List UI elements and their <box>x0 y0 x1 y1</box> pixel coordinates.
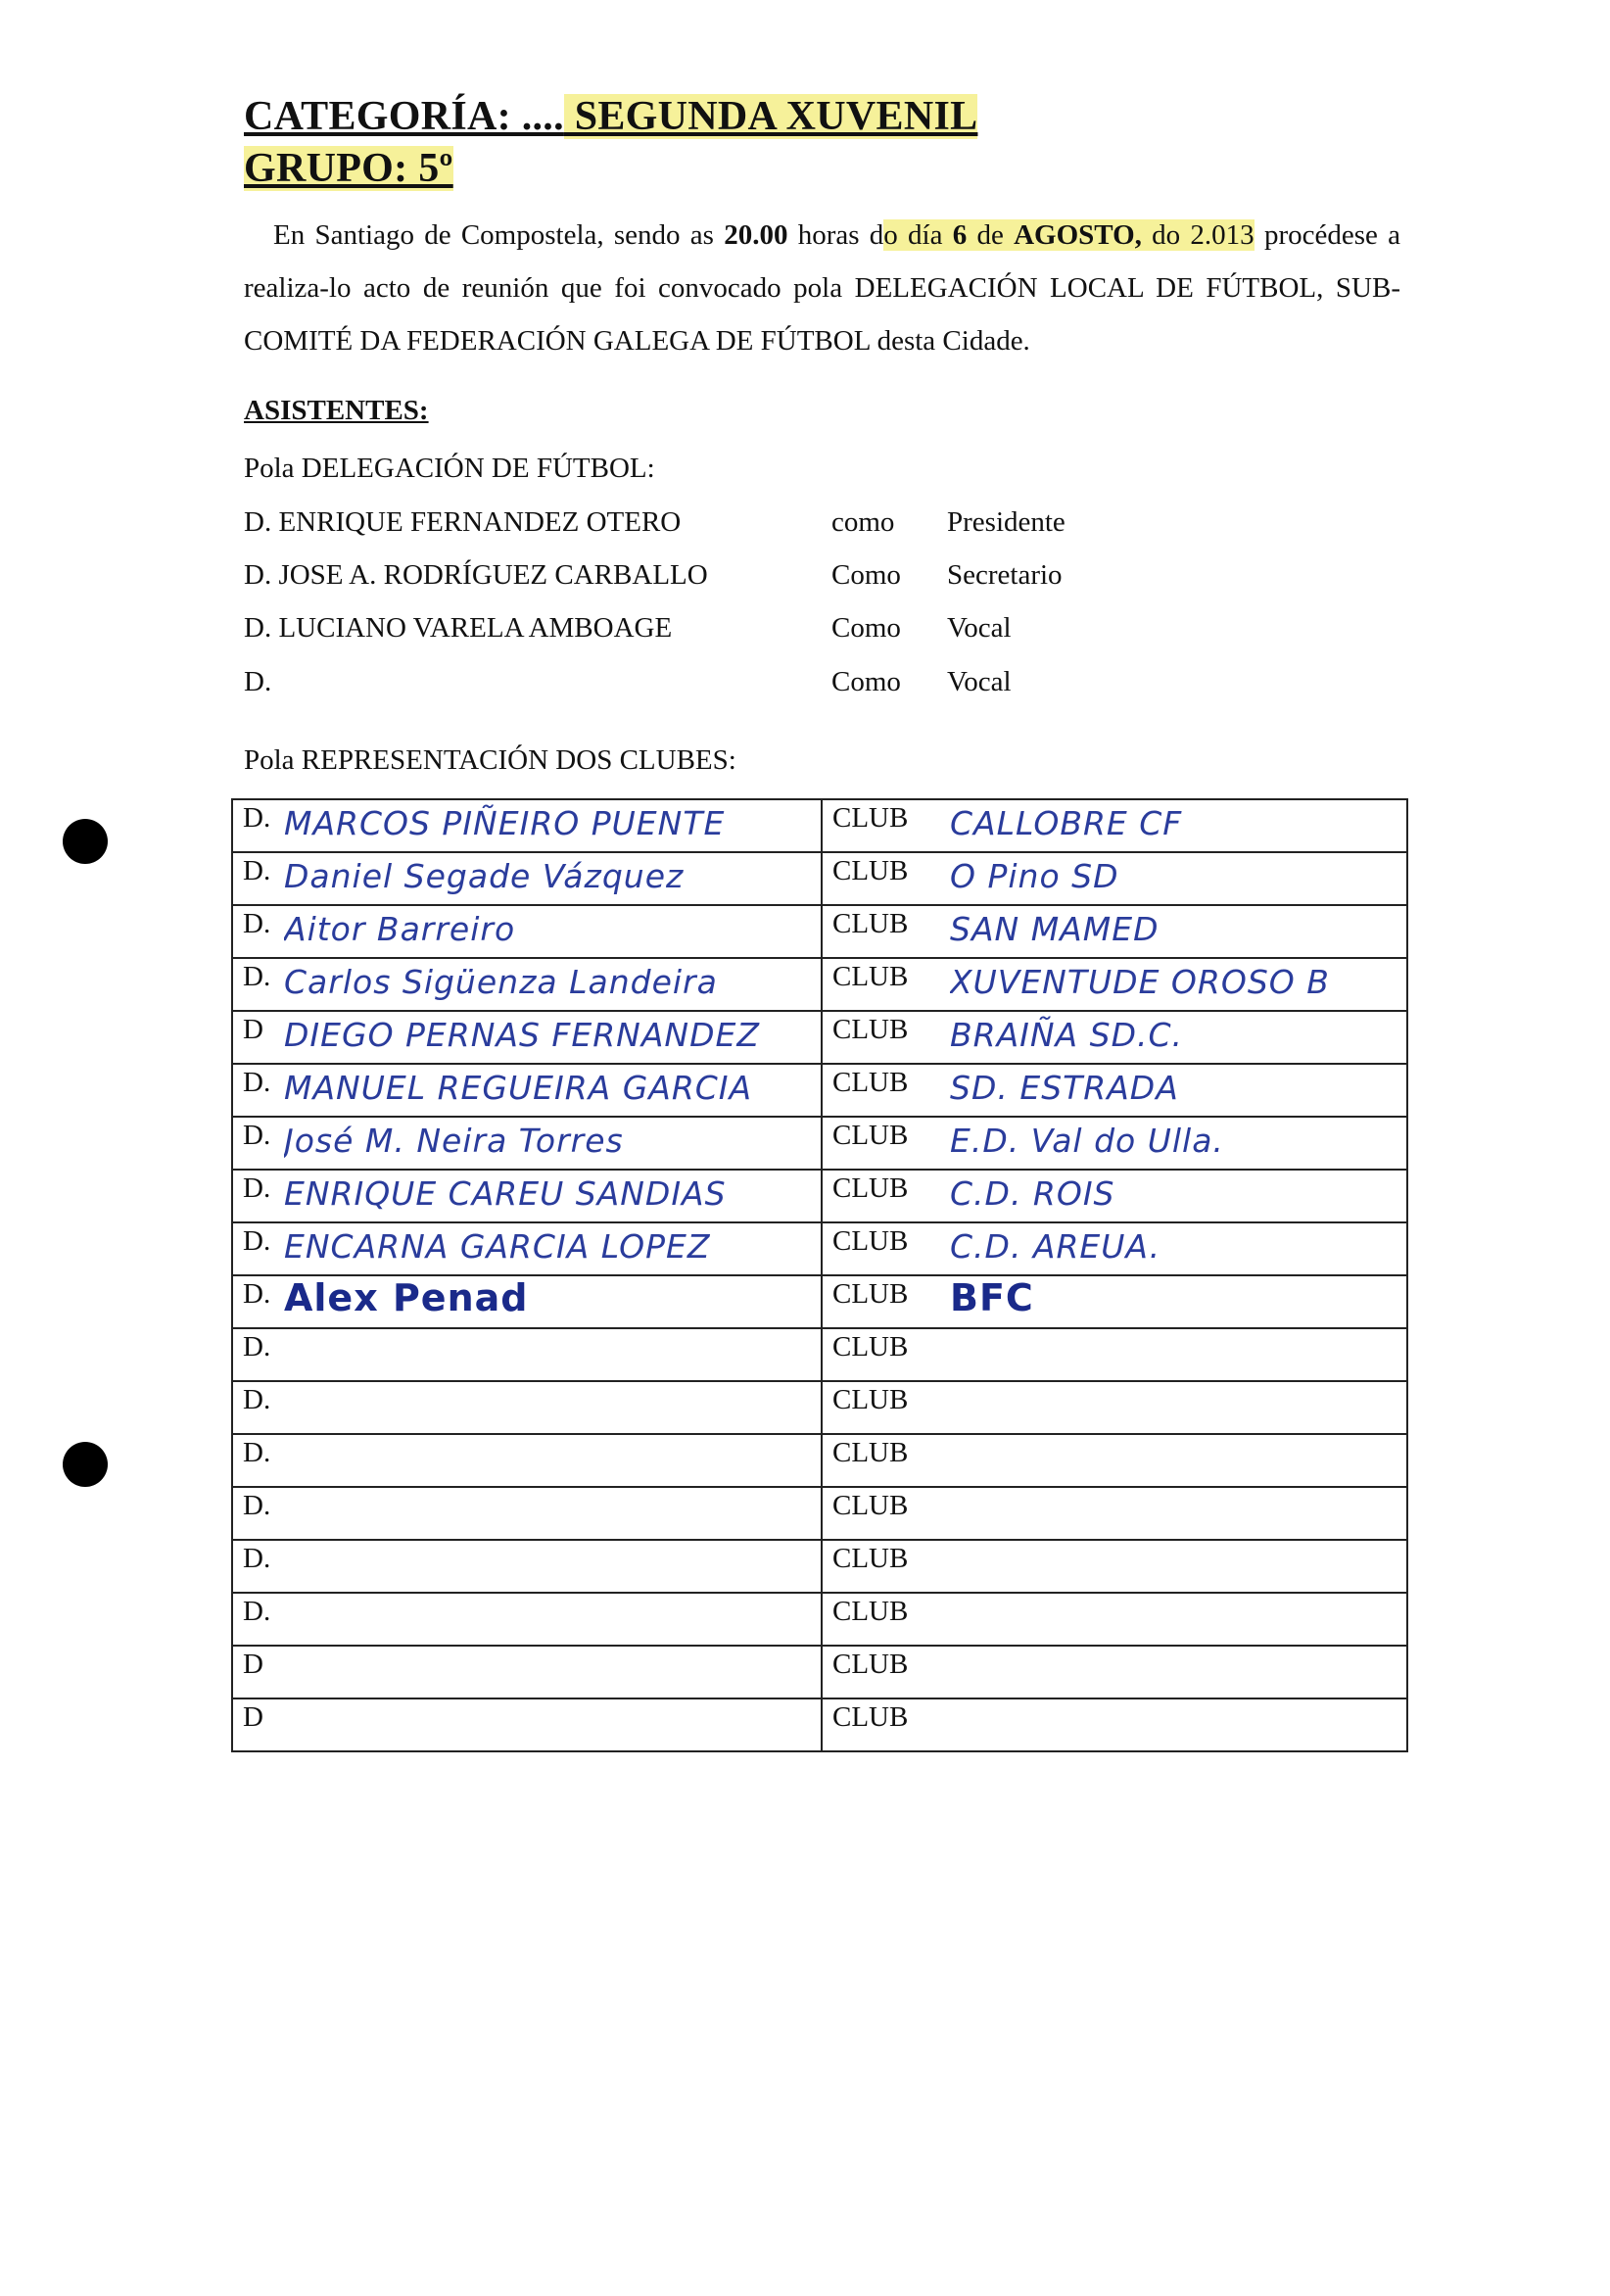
intro-text: horas d <box>787 219 884 251</box>
prefix-label: D. <box>243 1437 271 1468</box>
club-label: CLUB <box>832 961 909 992</box>
prefix-label: D <box>243 1701 263 1733</box>
intro-text: En Santiago de Compostela, sendo as <box>273 219 725 251</box>
club-cell <box>822 958 1407 1011</box>
prefix-label: D. <box>243 961 271 992</box>
official-row <box>244 666 1125 713</box>
club-name: SAN MAMED <box>950 910 1160 948</box>
official-role: Vocal <box>947 612 1012 644</box>
club-label: CLUB <box>832 1278 909 1310</box>
prefix-label: D. <box>243 1067 271 1098</box>
official-row <box>244 506 1125 553</box>
table-row <box>232 1222 1407 1275</box>
intro-hour: 20.00 <box>724 219 788 251</box>
representative-name: ENRIQUE CAREU SANDIAS <box>284 1174 727 1213</box>
table-row <box>232 1064 1407 1117</box>
representative-cell <box>232 1381 822 1434</box>
prefix-label: D. <box>243 908 271 939</box>
table-row <box>232 1381 1407 1434</box>
table-row <box>232 1170 1407 1222</box>
club-label: CLUB <box>832 1701 909 1733</box>
intro-text: o día <box>883 219 953 251</box>
categoria-label: CATEGORÍA: .... <box>244 94 564 139</box>
representative-cell <box>232 1011 822 1064</box>
table-row <box>232 1275 1407 1328</box>
representative-cell <box>232 1593 822 1646</box>
table-row <box>232 1434 1407 1487</box>
club-name: C.D. ROIS <box>950 1174 1115 1213</box>
club-label: CLUB <box>832 1331 909 1363</box>
club-label: CLUB <box>832 908 909 939</box>
intro-date-highlight <box>883 219 1254 251</box>
club-cell <box>822 852 1407 905</box>
official-role: Presidente <box>947 506 1065 538</box>
club-cell <box>822 1540 1407 1593</box>
categoria-value: SEGUNDA XUVENIL <box>563 94 978 139</box>
grupo-heading <box>244 145 453 192</box>
club-label: CLUB <box>832 1490 909 1521</box>
club-name: SD. ESTRADA <box>950 1069 1179 1107</box>
club-name: E.D. Val do Ulla. <box>950 1122 1224 1160</box>
club-cell <box>822 1275 1407 1328</box>
club-label: CLUB <box>832 1014 909 1045</box>
representative-cell <box>232 852 822 905</box>
prefix-label: D <box>243 1649 263 1680</box>
representative-cell <box>232 1540 822 1593</box>
club-cell <box>822 799 1407 852</box>
prefix-label: D. <box>243 802 271 834</box>
intro-day: 6 <box>952 219 968 251</box>
representative-cell <box>232 1487 822 1540</box>
table-row <box>232 1117 1407 1170</box>
club-label: CLUB <box>832 1067 909 1098</box>
representative-cell <box>232 1275 822 1328</box>
representative-name: MANUEL REGUEIRA GARCIA <box>284 1069 753 1107</box>
table-row <box>232 799 1407 852</box>
table-row <box>232 852 1407 905</box>
delegacion-label: Pola DELEGACIÓN DE FÚTBOL: <box>244 453 655 484</box>
club-cell <box>822 1487 1407 1540</box>
official-como: Como <box>831 559 901 591</box>
table-row <box>232 1593 1407 1646</box>
club-label: CLUB <box>832 1384 909 1415</box>
club-name: BRAIÑA SD.C. <box>950 1016 1184 1054</box>
table-row <box>232 1011 1407 1064</box>
club-cell <box>822 1593 1407 1646</box>
club-label: CLUB <box>832 1172 909 1204</box>
official-row <box>244 559 1125 606</box>
club-cell <box>822 1328 1407 1381</box>
prefix-label: D. <box>243 855 271 886</box>
representative-cell <box>232 1698 822 1751</box>
representative-name: Carlos Sigüenza Landeira <box>284 963 718 1001</box>
table-row <box>232 958 1407 1011</box>
club-label: CLUB <box>832 1649 909 1680</box>
representative-cell <box>232 1646 822 1698</box>
club-label: CLUB <box>832 1437 909 1468</box>
intro-text: de <box>967 219 1015 251</box>
club-label: CLUB <box>832 1225 909 1257</box>
club-label: CLUB <box>832 1596 909 1627</box>
club-cell <box>822 1434 1407 1487</box>
clubes-label: Pola REPRESENTACIÓN DOS CLUBES: <box>244 744 736 776</box>
club-label: CLUB <box>832 1120 909 1151</box>
club-cell <box>822 1698 1407 1751</box>
representative-cell <box>232 905 822 958</box>
prefix-label: D. <box>243 1384 271 1415</box>
club-name: O Pino SD <box>950 857 1119 895</box>
club-name: C.D. AREUA. <box>950 1227 1161 1266</box>
prefix-label: D. <box>243 1331 271 1363</box>
prefix-label: D. <box>243 1278 271 1310</box>
representative-name: DIEGO PERNAS FERNANDEZ <box>284 1016 760 1054</box>
club-name: CALLOBRE CF <box>950 804 1183 842</box>
representative-name: Daniel Segade Vázquez <box>284 857 685 895</box>
intro-month: AGOSTO, <box>1014 219 1142 251</box>
club-name: BFC <box>950 1276 1034 1319</box>
club-label: CLUB <box>832 802 909 834</box>
prefix-label: D <box>243 1014 263 1045</box>
representative-name: José M. Neira Torres <box>284 1122 624 1160</box>
punch-hole <box>63 1442 108 1487</box>
representative-cell <box>232 1064 822 1117</box>
prefix-label: D. <box>243 1596 271 1627</box>
representative-name: Alex Penad <box>284 1276 529 1319</box>
prefix-label: D. <box>243 1120 271 1151</box>
grupo-value: GRUPO: 5º <box>244 146 453 191</box>
club-cell <box>822 1170 1407 1222</box>
table-row <box>232 1646 1407 1698</box>
prefix-label: D. <box>243 1543 271 1574</box>
table-row <box>232 1487 1407 1540</box>
categoria-heading <box>244 93 977 140</box>
asistentes-title: ASISTENTES: <box>244 395 429 426</box>
club-name: XUVENTUDE OROSO B <box>950 963 1330 1001</box>
official-name: D. <box>244 666 272 697</box>
representative-name: Aitor Barreiro <box>284 910 516 948</box>
club-label: CLUB <box>832 855 909 886</box>
official-como: como <box>831 506 895 538</box>
club-cell <box>822 905 1407 958</box>
prefix-label: D. <box>243 1225 271 1257</box>
table-row <box>232 1540 1407 1593</box>
representative-name: ENCARNA GARCIA LOPEZ <box>284 1227 711 1266</box>
official-name: D. LUCIANO VARELA AMBOAGE <box>244 612 673 644</box>
intro-year: do 2.013 <box>1141 219 1255 251</box>
club-label: CLUB <box>832 1543 909 1574</box>
club-cell <box>822 1381 1407 1434</box>
official-role: Vocal <box>947 666 1012 697</box>
representative-cell <box>232 958 822 1011</box>
club-cell <box>822 1011 1407 1064</box>
official-name: D. ENRIQUE FERNANDEZ OTERO <box>244 506 682 538</box>
clubs-table <box>231 798 1408 1752</box>
table-row <box>232 1698 1407 1751</box>
representative-cell <box>232 1170 822 1222</box>
representative-cell <box>232 799 822 852</box>
intro-text: procédese a realiza-lo acto de reunión que foi convocado pola DELEGACIÓN LOCAL DE FÚTBOL, SUB-COMITÉ DA FEDERACIÓN GALEGA DE FÚTBOL desta Cidade. <box>244 219 1400 357</box>
representative-cell <box>232 1434 822 1487</box>
table-row <box>232 1328 1407 1381</box>
official-name: D. JOSE A. RODRÍGUEZ CARBALLO <box>244 559 708 591</box>
official-como: Como <box>831 666 901 697</box>
official-row <box>244 612 1125 659</box>
club-cell <box>822 1064 1407 1117</box>
official-role: Secretario <box>947 559 1063 591</box>
club-cell <box>822 1646 1407 1698</box>
intro-paragraph <box>244 209 1400 367</box>
club-cell <box>822 1117 1407 1170</box>
table-row <box>232 905 1407 958</box>
official-como: Como <box>831 612 901 644</box>
prefix-label: D. <box>243 1172 271 1204</box>
representative-cell <box>232 1222 822 1275</box>
representative-name: MARCOS PIÑEIRO PUENTE <box>284 804 726 842</box>
representative-cell <box>232 1328 822 1381</box>
punch-hole <box>63 819 108 864</box>
prefix-label: D. <box>243 1490 271 1521</box>
club-cell <box>822 1222 1407 1275</box>
representative-cell <box>232 1117 822 1170</box>
